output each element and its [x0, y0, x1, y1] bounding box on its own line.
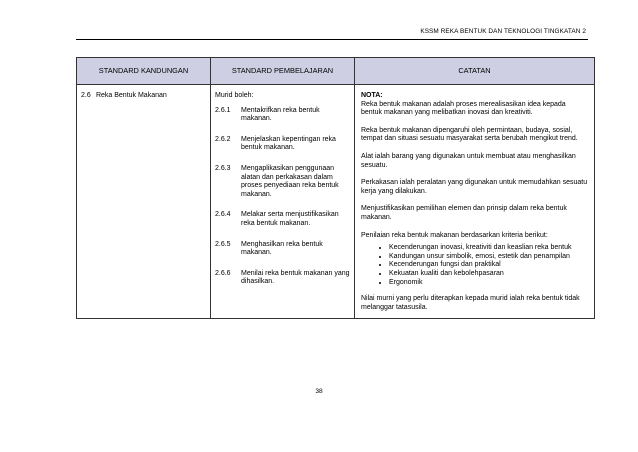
- notes-paragraph: Perkakasan ialah peralatan yang digunakan untuk memudahkan sesuatu kerja yang dilakukan.: [361, 179, 588, 195]
- list-item: • Kecenderungan fungsi dan praktikal: [389, 261, 588, 270]
- notes-title: NOTA:: [361, 92, 383, 99]
- header-divider: [76, 39, 588, 40]
- learning-item-number: 2.6.4: [215, 211, 231, 219]
- learning-item-text: Melakar serta menjustifikasikan reka bentuk makanan.: [241, 211, 339, 227]
- list-item: • Ergonomik: [389, 279, 588, 288]
- notes-closing: Nilai murni yang perlu diterapkan kepada murid ialah reka bentuk tidak melanggar tatasusila.: [361, 295, 580, 311]
- notes-paragraph: Alat ialah barang yang digunakan untuk membuat atau menghasilkan sesuatu.: [361, 152, 576, 169]
- learning-item-text: Mentakrifkan reka bentuk makanan.: [241, 106, 320, 123]
- learning-item-text: Menjelaskan kepentingan reka bentuk makanan.: [241, 135, 336, 152]
- document-header: KSSM REKA BENTUK DAN TEKNOLOGI TINGKATAN 2: [420, 28, 586, 35]
- notes-paragraph: Menjustifikasikan pemilihan elemen dan prinsip dalam reka bentuk makanan.: [361, 205, 567, 221]
- learning-item-text: Menghasilkan reka bentuk makanan.: [241, 240, 323, 257]
- table-row: [77, 85, 595, 319]
- learning-item-number: 2.6.6: [215, 269, 231, 277]
- learning-item: [215, 165, 350, 199]
- learning-item-text: Menilai reka bentuk makanan yang dihasilkan.: [241, 269, 350, 286]
- learning-item: [215, 241, 350, 258]
- learning-item-number: 2.6.1: [215, 106, 231, 114]
- header-standard-pembelajaran: STANDARD PEMBELAJARAN: [211, 58, 355, 85]
- list-item: • Kekuatan kualiti dan kebolehpasaran: [389, 270, 588, 279]
- learning-item: [215, 270, 350, 287]
- learning-item: [215, 211, 350, 228]
- learning-item: [215, 107, 350, 124]
- learning-item-number: 2.6.5: [215, 240, 231, 248]
- curriculum-table: [76, 57, 595, 319]
- notes-paragraph: Penilaian reka bentuk makanan berdasarkan kriteria berikut:: [361, 231, 548, 239]
- learning-item-number: 2.6.3: [215, 164, 231, 172]
- learning-item: [215, 136, 350, 153]
- learning-item-number: 2.6.2: [215, 135, 231, 143]
- header-catatan: CATATAN: [355, 58, 595, 85]
- notes-paragraph: Reka bentuk makanan adalah proses merealisasikan idea kepada bentuk makanan yang melibatkan inovasi dan kreativiti.: [361, 100, 566, 117]
- criteria-list: [361, 244, 588, 287]
- notes-cell: [355, 85, 595, 319]
- learning-item-text: Mengaplikasikan penggunaan alatan dan perkakasan dalam proses penyediaan reka bentuk makanan.: [241, 164, 339, 198]
- standard-label: Reka Bentuk Makanan: [95, 92, 167, 99]
- list-item: • Kecenderungan inovasi, kreativiti dan keaslian reka bentuk: [389, 244, 588, 253]
- standard-number: 2.6: [81, 92, 91, 99]
- header-standard-kandungan: STANDARD KANDUNGAN: [77, 58, 211, 85]
- list-item: • Kandungan unsur simbolik, emosi, estetik dan penampilan: [389, 253, 588, 262]
- learning-standard-cell: [211, 85, 355, 319]
- learning-intro: Murid boleh:: [215, 92, 254, 99]
- table-header-row: [77, 58, 595, 85]
- page-number: 38: [315, 388, 323, 395]
- notes-paragraph: Reka bentuk makanan dipengaruhi oleh permintaan, budaya, sosial, tempat dan situasi sesuatu masyarakat serta berubah mengikut trend.: [361, 126, 578, 143]
- content-standard-cell: [77, 85, 211, 319]
